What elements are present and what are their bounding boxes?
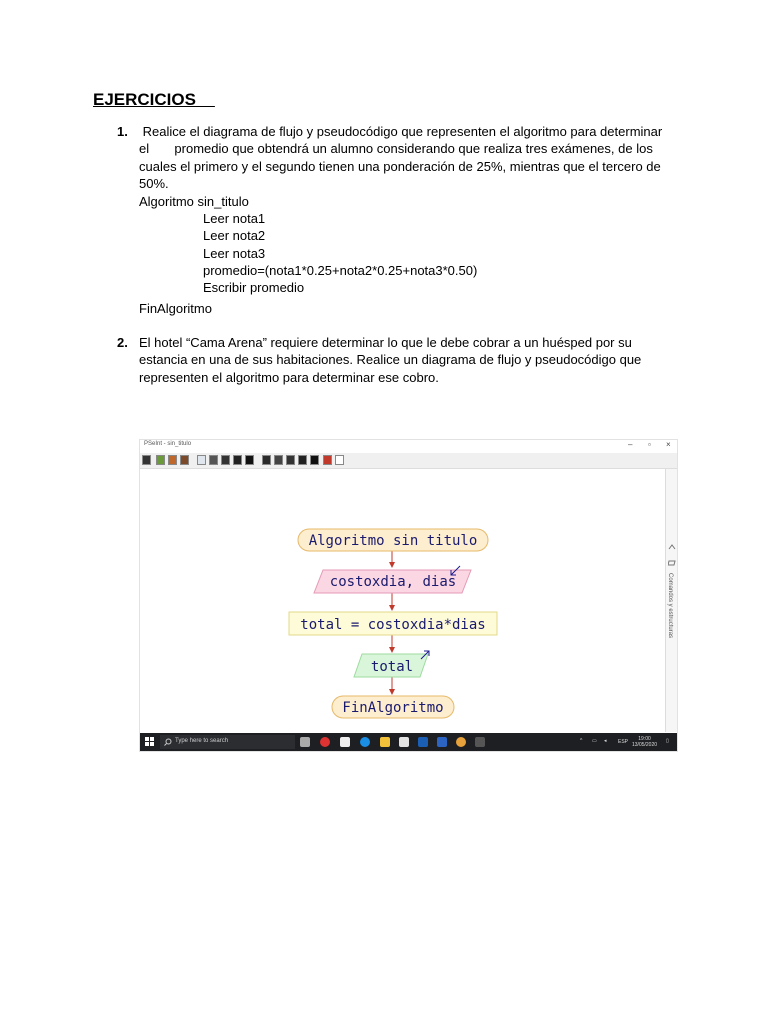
undo-icon[interactable] [197, 455, 206, 465]
chrome-icon[interactable] [456, 737, 466, 747]
pseudocode-line: Leer nota2 [203, 228, 266, 244]
flowchart-canvas [140, 469, 665, 732]
input-block-label: costoxdia, dias [329, 574, 457, 590]
exercise-2-number: 2. [117, 335, 128, 350]
commands-panel-label: Comandos y estructuras [667, 573, 673, 639]
step-icon[interactable] [298, 455, 307, 465]
clock-time: 19:00 [638, 736, 651, 742]
copy-icon[interactable] [233, 455, 242, 465]
paste-icon[interactable] [245, 455, 254, 465]
pseudocode-body [203, 210, 477, 296]
search-icon [164, 738, 172, 746]
opera-icon[interactable] [320, 737, 330, 747]
taskbar-search-placeholder: Type here to search [175, 738, 229, 744]
statement-line: cuales el primero y el segundo tienen una ponderación de 25%, mientras que el tercero de [139, 158, 661, 174]
taskbar-search[interactable] [160, 735, 295, 749]
settings-icon[interactable] [335, 455, 344, 465]
cut-icon[interactable] [221, 455, 230, 465]
notifications-icon[interactable]: ▯ [666, 738, 669, 744]
clock-date: 13/05/2020 [632, 742, 658, 748]
commands-panel[interactable] [665, 469, 678, 732]
taskbar [140, 733, 677, 751]
network-icon[interactable]: ▭ [592, 738, 597, 744]
process-block-label: total = costoxdia*dias [300, 617, 486, 633]
statement-line: 50%. [139, 175, 169, 191]
toolbar [140, 453, 677, 469]
pseudocode-line: Escribir promedio [203, 280, 305, 296]
assign-icon[interactable] [668, 543, 676, 551]
minimize-icon[interactable]: – [628, 440, 633, 449]
redo-icon[interactable] [209, 455, 218, 465]
pseudocode-end: FinAlgoritmo [139, 301, 212, 316]
read-icon[interactable] [668, 559, 676, 567]
maximize-icon[interactable]: ▫ [648, 440, 651, 449]
open-file-icon[interactable] [156, 455, 165, 465]
help-icon[interactable] [323, 455, 332, 465]
exercise-1-number: 1. [117, 124, 128, 139]
store-icon[interactable] [399, 737, 409, 747]
run-icon[interactable] [286, 455, 295, 465]
pseint-screenshot [139, 439, 678, 752]
file-explorer-icon[interactable] [380, 737, 390, 747]
end-terminal-label: FinAlgoritmo [342, 700, 444, 716]
window-titlebar [140, 440, 677, 453]
pseudocode-start: Algoritmo sin_titulo [139, 194, 249, 209]
tray-chevron-icon[interactable]: ^ [580, 738, 583, 744]
exercise-2-statement [139, 334, 674, 386]
save-icon[interactable] [168, 455, 177, 465]
clock[interactable] [632, 736, 657, 748]
statement-line: representen el algoritmo para determinar ese cobro. [139, 369, 439, 385]
start-terminal-label: Algoritmo sin titulo [308, 533, 478, 549]
document-icon[interactable] [340, 737, 350, 747]
pseint-taskbar-icon[interactable] [475, 737, 485, 747]
pseudocode-line: promedio=(nota1*0.25+nota2*0.25+nota3*0.50) [203, 262, 478, 278]
volume-icon[interactable]: ◂ [604, 738, 607, 744]
save-as-icon[interactable] [180, 455, 189, 465]
exercise-1-statement [139, 123, 674, 192]
flowchart [140, 469, 665, 732]
pseudocode-line: Leer nota1 [203, 211, 266, 226]
statement-line: el promedio que obtendrá un alumno considerando que realiza tres exámenes, de los [139, 141, 653, 157]
section-heading: EJERCICIOS [93, 90, 196, 109]
output-block-label: total [370, 659, 414, 675]
task-view-icon[interactable] [300, 737, 310, 747]
mail-icon[interactable] [418, 737, 428, 747]
statement-line: El hotel “Cama Arena” requiere determinar lo que le debe cobrar a un huésped por su [139, 335, 632, 350]
find-icon[interactable] [262, 455, 271, 465]
window-title: PSeInt - sin_titulo [144, 441, 192, 447]
statement-line: Realice el diagrama de flujo y pseudocódigo que representen el algoritmo para determinar [139, 124, 663, 139]
language-indicator[interactable]: ESP [618, 739, 629, 745]
edge-icon[interactable] [360, 737, 370, 747]
word-icon[interactable] [437, 737, 447, 747]
windows-start-icon[interactable] [145, 737, 154, 746]
new-file-icon[interactable] [142, 455, 151, 465]
statement-line: estancia en una de sus habitaciones. Realice un diagrama de flujo y pseudocódigo que [139, 352, 642, 368]
pseudocode-line: Leer nota3 [203, 245, 266, 261]
indent-icon[interactable] [274, 455, 283, 465]
flowchart-icon[interactable] [310, 455, 319, 465]
close-icon[interactable]: × [666, 440, 671, 449]
